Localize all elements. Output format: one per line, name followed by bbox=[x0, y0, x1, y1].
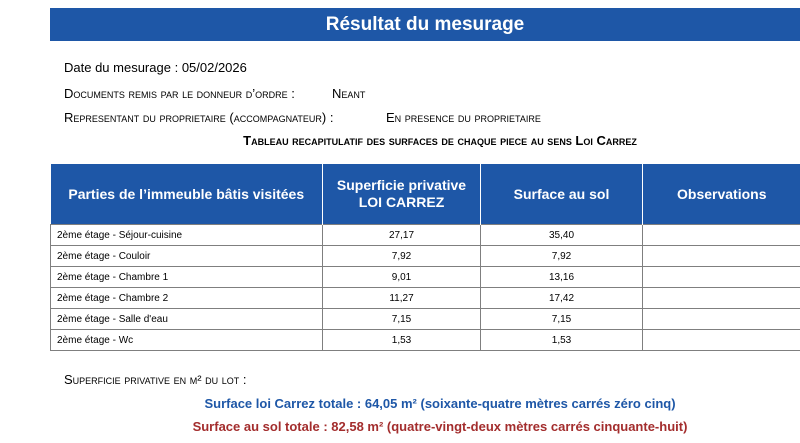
cell-sol: 35,40 bbox=[481, 225, 643, 246]
cell-sol: 13,16 bbox=[481, 267, 643, 288]
table-row bbox=[51, 225, 800, 246]
cell-piece: 2ème étage - Séjour-cuisine bbox=[51, 225, 323, 246]
cell-carrez: 7,15 bbox=[323, 309, 481, 330]
cell-carrez: 1,53 bbox=[323, 330, 481, 351]
date-mesurage-row bbox=[64, 60, 247, 75]
cell-sol: 7,15 bbox=[481, 309, 643, 330]
cell-carrez: 9,01 bbox=[323, 267, 481, 288]
table-row bbox=[51, 246, 800, 267]
surfaces-table bbox=[50, 164, 800, 351]
table-header-row bbox=[51, 164, 800, 225]
table-row bbox=[51, 288, 800, 309]
cell-observations bbox=[643, 225, 800, 246]
header-superficie bbox=[323, 164, 481, 225]
cell-observations bbox=[643, 309, 800, 330]
representant-value: En presence du proprietaire bbox=[386, 110, 541, 125]
cell-observations bbox=[643, 288, 800, 309]
header-observations: Observations bbox=[643, 164, 800, 225]
cell-observations bbox=[643, 246, 800, 267]
cell-sol: 1,53 bbox=[481, 330, 643, 351]
table-title: Tableau recapitulatif des surfaces de chaque piece au sens Loi Carrez bbox=[243, 133, 637, 148]
table-row bbox=[51, 309, 800, 330]
header-surface-sol: Surface au sol bbox=[481, 164, 643, 225]
cell-observations bbox=[643, 267, 800, 288]
header-parties: Parties de l’immeuble bâtis visitées bbox=[51, 164, 323, 225]
date-value: 05/02/2026 bbox=[181, 60, 247, 75]
date-label: Date du mesurage : bbox=[64, 60, 179, 75]
documents-value: Neant bbox=[332, 86, 366, 101]
cell-piece: 2ème étage - Wc bbox=[51, 330, 323, 351]
sol-total: Surface au sol totale : 82,58 m² (quatre-vingt-deux mètres carrés cinquante-huit) bbox=[192, 419, 688, 434]
cell-piece: 2ème étage - Chambre 1 bbox=[51, 267, 323, 288]
cell-sol: 7,92 bbox=[481, 246, 643, 267]
table-row bbox=[51, 267, 800, 288]
page-title-banner bbox=[50, 8, 800, 41]
cell-piece: 2ème étage - Chambre 2 bbox=[51, 288, 323, 309]
cell-observations bbox=[643, 330, 800, 351]
carrez-total: Surface loi Carrez totale : 64,05 m² (soixante-quatre mètres carrés zéro cinq) bbox=[204, 396, 676, 411]
cell-piece: 2ème étage - Salle d'eau bbox=[51, 309, 323, 330]
cell-carrez: 7,92 bbox=[323, 246, 481, 267]
cell-carrez: 11,27 bbox=[323, 288, 481, 309]
representant-row bbox=[64, 110, 541, 125]
table-row bbox=[51, 330, 800, 351]
documents-row bbox=[64, 86, 366, 101]
cell-carrez: 27,17 bbox=[323, 225, 481, 246]
cell-piece: 2ème étage - Couloir bbox=[51, 246, 323, 267]
page-title: Résultat du mesurage bbox=[325, 13, 525, 35]
header-superficie-line1: Superficie privative bbox=[336, 177, 467, 193]
header-superficie-line2: LOI CARREZ bbox=[358, 194, 445, 210]
summary-label: Superficie privative en m² du lot : bbox=[64, 372, 247, 387]
cell-sol: 17,42 bbox=[481, 288, 643, 309]
representant-label: Representant du proprietaire (accompagnateur) : bbox=[64, 110, 334, 125]
documents-label: Documents remis par le donneur d’ordre : bbox=[64, 86, 295, 101]
